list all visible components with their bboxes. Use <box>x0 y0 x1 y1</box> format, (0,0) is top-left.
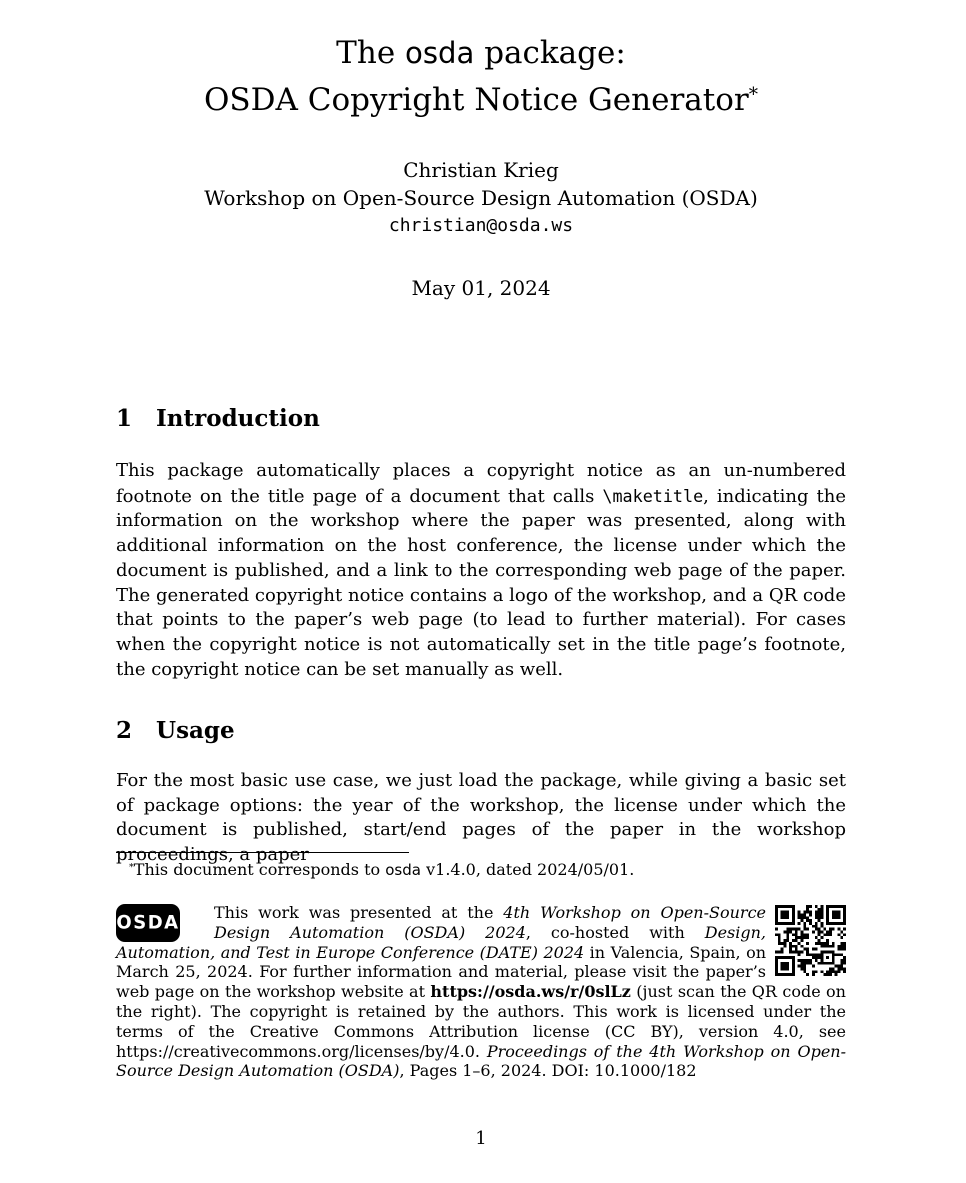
text-segment: , Pages 1–6, 2024. DOI: 10.1000/182 <box>399 1061 697 1081</box>
section-2-number: 2 <box>116 717 133 744</box>
text-segment: osda <box>385 861 422 879</box>
text-segment: * <box>748 84 759 106</box>
text-segment: \maketitle <box>602 485 704 506</box>
text-segment: package: <box>474 35 626 71</box>
paper-title-line-1 <box>116 30 846 77</box>
section-1-paragraph <box>116 459 846 682</box>
text-segment: in Valencia, Spain, on March 25, 2024. For further information and material, please visit the paper’s web page on the workshop website at <box>116 942 767 1002</box>
copyright-notice <box>116 903 846 1081</box>
paper-title-line-2 <box>116 77 846 124</box>
section-2-heading <box>116 717 846 744</box>
cc-license-link[interactable]: https://creativecommons.org/licenses/by/4.0 <box>116 1041 475 1061</box>
text-segment: v1.4.0, dated 2024/05/01. <box>421 860 635 879</box>
text-segment: This work was presented at the <box>214 903 504 922</box>
text-segment: This package automatically places a copyright notice as an un-numbered footnote on the title page of a document that calls <box>116 460 846 507</box>
text-segment: Proceedings of the 4th Workshop on Open-Source Design Automation (OSDA) <box>116 1041 847 1081</box>
text-segment: (just scan the QR code on the right). The copyright is retained by the authors. This work is licensed under the terms of the Creative Commons Attribution license (CC BY), version 4.0, see <box>116 982 846 1041</box>
osda-logo-text: OSDA <box>116 911 180 934</box>
section-1-number: 1 <box>116 405 133 432</box>
text-segment: Design, Automation, and Test in Europe Conference (DATE) 2024 <box>116 922 766 962</box>
page-number: 1 <box>475 1128 487 1149</box>
text-segment: The <box>336 35 406 71</box>
author-affiliation: Workshop on Open-Source Design Automation (OSDA) <box>204 186 758 210</box>
text-segment: 4th Workshop on Open-Source Design Automation (OSDA) 2024 <box>214 903 766 942</box>
copyright-notice-text <box>116 903 846 1080</box>
paper-date: May 01, 2024 <box>411 276 551 300</box>
section-1-heading <box>116 405 846 432</box>
text-segment: This document corresponds to <box>133 860 386 879</box>
paper-url-link[interactable]: https://osda.ws/r/0slLz <box>430 982 631 1002</box>
text-segment: , co-hosted with <box>525 922 705 942</box>
text-segment: , indicating the information on the workshop where the paper was presented, along with additional information on the host conference, the license under which the document is published, and a link to the corresponding web page of the paper. The generated copyright notice contains a logo of the workshop, and a QR code that points to the paper’s web page (to lead to further material). For cases when the copyright notice is not automatically set in the title page’s footnote, the copyright notice can be set manually as well. <box>116 485 846 680</box>
section-2-title: Usage <box>156 717 235 744</box>
text-segment: * <box>129 862 134 874</box>
qr-code-icon <box>775 905 846 976</box>
text-segment: osda <box>405 36 475 70</box>
thanks-footnote <box>116 860 846 881</box>
footnote-rule <box>116 852 409 853</box>
text-segment: . <box>474 1041 487 1061</box>
author-email-link[interactable]: christian@osda.ws <box>388 215 574 236</box>
section-1-title: Introduction <box>156 405 320 432</box>
text-segment: OSDA Copyright Notice Generator <box>203 82 749 118</box>
osda-logo <box>116 904 180 942</box>
author-name: Christian Krieg <box>403 158 559 182</box>
paper-title <box>116 30 846 124</box>
text-segment: For the most basic use case, we just load the package, while giving a basic set of package options: the year of the workshop, the license under which the document is published, start/end pages of the paper in the workshop proceedings, a paper <box>116 770 846 866</box>
author-block <box>116 156 846 240</box>
